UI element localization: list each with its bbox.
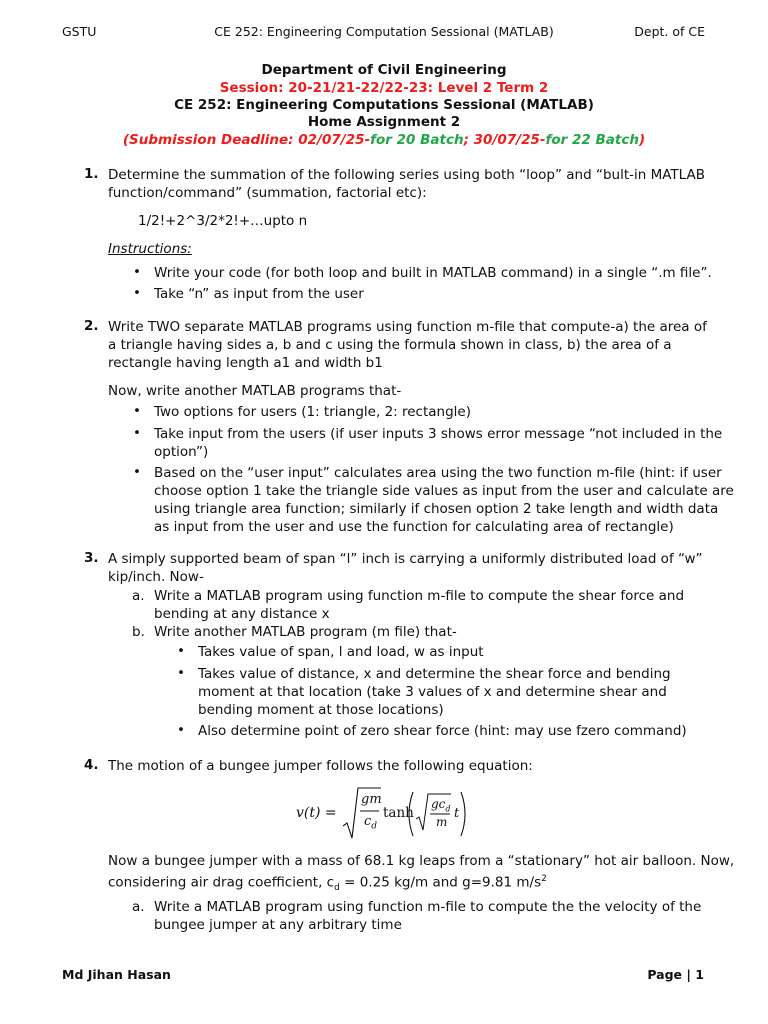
q3-b-line1: Write another MATLAB program (m file) that-	[154, 624, 457, 640]
q4-a-line2: bungee jumper at any arbitrary time	[154, 917, 402, 933]
department-title: Department of Civil Engineering	[261, 62, 507, 78]
q2-number: 2.	[84, 318, 99, 334]
q4-line1: The motion of a bungee jumper follows the following equation:	[108, 758, 533, 774]
equation-gm: gm	[361, 792, 382, 807]
bullet-icon: •	[133, 425, 141, 441]
q2-line1: Write TWO separate MATLAB programs using function m-file that compute-a) the area of	[108, 319, 707, 335]
q3-a-label: a.	[132, 588, 145, 604]
q4-line3: considering air drag coefficient, $c_d = 0.25$ kg/m and g=9.81 $m/s^2$	[108, 874, 547, 894]
deadline-mid: ; 30/07/25-	[463, 132, 546, 148]
bullet-icon: •	[177, 643, 185, 659]
q1-series: 1/2!+2^3/2*2!+…upto n	[138, 213, 308, 229]
bullet-icon: •	[177, 665, 185, 681]
bullet-icon: •	[133, 285, 141, 301]
q2-bullet-3-line1: Based on the “user input” calculates area using the two function m-file (hint: if user	[154, 465, 722, 481]
header-right: Dept. of CE	[634, 24, 705, 39]
footer-page-number: Page | 1	[647, 967, 704, 982]
q3-line1: A simply supported beam of span “l” inch is carrying a uniformly distributed load of “w”	[108, 551, 703, 567]
q3-sub-bullet-2-line3: bending moment at those locations)	[198, 702, 444, 718]
header-left: GSTU	[62, 24, 97, 39]
equation-t: t	[454, 806, 460, 821]
deadline-batch-20: for 20 Batch	[370, 132, 464, 148]
equation-tanh: tanh	[383, 805, 414, 821]
q2-bullet-3-line2: choose option 1 take the triangle side values as input from the user and calculate are	[154, 483, 734, 499]
q4-a-label: a.	[132, 899, 145, 915]
q2-line2: a triangle having sides a, b and c using the formula shown in class, b) the area of a	[108, 337, 672, 353]
session-title: Session: 20-21/21-22/22-23: Level 2 Term 2	[219, 80, 549, 96]
q2-bullet-2-line1: Take input from the users (if user inputs 3 shows error message “not included in the	[154, 426, 723, 442]
q2-bullet-2-line2: option”)	[154, 444, 209, 460]
equation-m: m	[436, 815, 448, 829]
assignment-title: Home Assignment 2	[307, 114, 461, 130]
q2-line3: rectangle having length a1 and width b1	[108, 355, 383, 371]
bullet-icon: •	[133, 403, 141, 419]
q3-line2: kip/inch. Now-	[108, 569, 204, 585]
q3-a-line1: Write a MATLAB program using function m-file to compute the shear force and	[154, 588, 685, 604]
q2-bullet-1: Two options for users (1: triangle, 2: rectangle)	[154, 404, 471, 420]
q3-sub-bullet-2-line1: Takes value of distance, x and determine the shear force and bending	[198, 666, 671, 682]
q4-number: 4.	[84, 757, 99, 773]
q4-a-line1: Write a MATLAB program using function m-file to compute the the velocity of the	[154, 899, 702, 915]
q2-now: Now, write another MATLAB programs that-	[108, 383, 402, 399]
q3-b-label: b.	[132, 624, 145, 640]
deadline-batch-22: for 22 Batch	[545, 132, 639, 148]
equation-gcd: $gc_d$	[431, 797, 451, 814]
q3-number: 3.	[84, 550, 99, 566]
bullet-icon: •	[177, 722, 185, 738]
q4-line2: Now a bungee jumper with a mass of 68.1 kg leaps from a “stationary” hot air balloon. Now,	[108, 853, 735, 869]
q1-line2: function/command” (summation, factorial etc):	[108, 185, 427, 201]
q3-sub-bullet-2-line2: moment at that location (take 3 values of x and determine shear and	[198, 684, 667, 700]
footer-author: Md Jihan Hasan	[62, 967, 171, 982]
q1-bullet-2: Take “n” as input from the user	[154, 286, 364, 302]
q1-number: 1.	[84, 166, 99, 182]
deadline-open: (Submission Deadline: 02/07/25-	[122, 132, 371, 148]
q3-a-line2: bending at any distance x	[154, 606, 330, 622]
q2-bullet-3-line3: using triangle area function; similarly if chosen option 2 take length and width data	[154, 501, 719, 517]
q1-line1: Determine the summation of the following series using both “loop” and “bult-in MATLAB	[108, 167, 706, 183]
bullet-icon: •	[133, 264, 141, 280]
submission-deadline	[0, 132, 768, 148]
course-title: CE 252: Engineering Computations Sessional (MATLAB)	[174, 97, 594, 113]
deadline-close: )	[638, 132, 646, 148]
equation-cd: $c_d$	[364, 814, 378, 832]
q1-bullet-1: Write your code (for both loop and built in MATLAB command) in a single “.m file”.	[154, 265, 712, 281]
q3-sub-bullet-3: Also determine point of zero shear force (hint: may use fzero command)	[198, 723, 687, 739]
equation-lhs: v(t) =	[296, 805, 337, 821]
q1-instructions-label: Instructions:	[108, 241, 192, 257]
q2-bullet-3-line4: as input from the user and use the function for calculating area of rectangle)	[154, 519, 674, 535]
bullet-icon: •	[133, 464, 141, 480]
q3-sub-bullet-1: Takes value of span, l and load, w as input	[198, 644, 484, 660]
header-center: CE 252: Engineering Computation Sessional (MATLAB)	[214, 24, 554, 39]
